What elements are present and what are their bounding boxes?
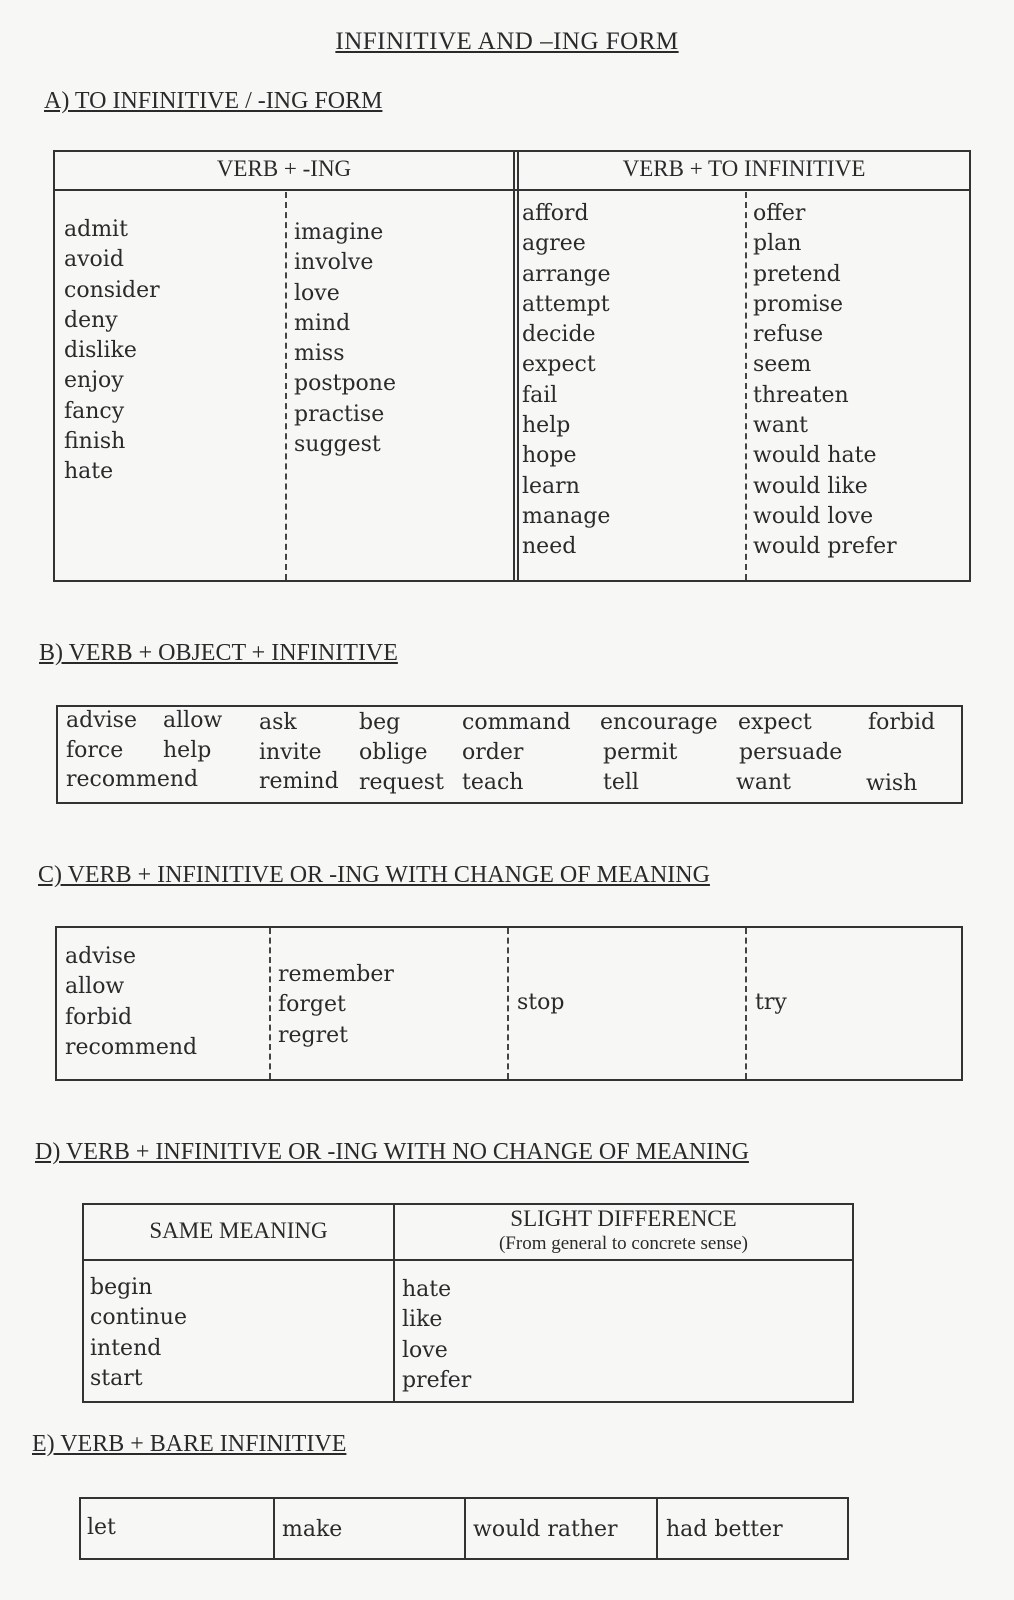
section-b-table — [56, 705, 963, 804]
list-item: attempt — [522, 291, 610, 317]
list-item: offer — [753, 201, 806, 226]
list-item: order — [462, 740, 524, 765]
list-item: miss — [294, 341, 345, 367]
list-item: afford — [522, 201, 589, 226]
list-item: would love — [753, 503, 874, 529]
section-d-table — [82, 1203, 854, 1403]
list-item: recommend — [66, 767, 199, 792]
list-item: allow — [163, 708, 223, 733]
list-item: agree — [522, 231, 586, 257]
list-item: want — [736, 770, 791, 795]
same-meaning-list — [90, 1273, 187, 1394]
list-item: remember — [278, 962, 394, 987]
list-item: ask — [259, 710, 297, 735]
list-item: encourage — [600, 710, 718, 735]
list-item: advise — [65, 944, 136, 969]
list-item: want — [753, 413, 808, 439]
list-item: arrange — [522, 261, 611, 287]
list-item: stop — [517, 990, 565, 1015]
change-meaning-list-2 — [278, 960, 394, 1051]
list-item: involve — [294, 250, 374, 276]
list-item: admit — [64, 217, 128, 242]
list-item: request — [359, 770, 444, 795]
list-item: let — [87, 1515, 116, 1540]
slight-difference-header: SLIGHT DIFFERENCE — [510, 1206, 737, 1231]
list-item: begin — [90, 1275, 153, 1300]
list-item: dislike — [64, 338, 137, 364]
list-item: promise — [753, 291, 844, 317]
page-title: INFINITIVE AND –ING FORM — [335, 28, 679, 55]
list-item: fancy — [64, 398, 125, 424]
list-item: learn — [522, 473, 580, 499]
list-item: advise — [66, 708, 137, 733]
list-item: persuade — [739, 740, 843, 765]
list-item: need — [522, 534, 577, 560]
list-item: forbid — [65, 1004, 133, 1030]
list-item: make — [282, 1517, 343, 1542]
list-item: hate — [402, 1277, 452, 1302]
section-c-table — [55, 926, 963, 1081]
section-e-heading: E) VERB + BARE INFINITIVE — [32, 1431, 347, 1457]
list-item: threaten — [753, 382, 849, 408]
list-item: continue — [90, 1305, 187, 1331]
list-item: enjoy — [64, 368, 124, 394]
list-item: hope — [522, 443, 577, 469]
list-item: practise — [294, 401, 385, 427]
list-item: love — [294, 280, 340, 306]
list-item: tell — [603, 770, 639, 795]
list-item: would rather — [473, 1517, 618, 1542]
list-item: forget — [278, 992, 346, 1018]
list-item: expect — [738, 710, 812, 735]
list-item: imagine — [294, 220, 384, 245]
list-item: remind — [259, 769, 339, 794]
list-item: prefer — [402, 1367, 472, 1393]
list-item: help — [522, 413, 571, 439]
list-item: would prefer — [753, 534, 897, 560]
section-e-table — [79, 1497, 849, 1560]
list-item: expect — [522, 352, 596, 378]
list-item: like — [402, 1307, 443, 1333]
list-item: manage — [522, 503, 611, 529]
list-item: force — [66, 738, 124, 763]
list-item: invite — [259, 740, 322, 765]
list-item: deny — [64, 307, 118, 333]
list-item: mind — [294, 310, 351, 336]
slight-difference-subheader: (From general to concrete sense) — [498, 1233, 748, 1254]
section-d-heading: D) VERB + INFINITIVE OR -ING WITH NO CHANGE OF MEANING — [35, 1139, 749, 1165]
list-item: forbid — [868, 710, 936, 735]
list-item: permit — [603, 740, 678, 765]
list-item: command — [462, 710, 571, 735]
list-item: allow — [65, 974, 125, 1000]
list-item: would hate — [753, 443, 877, 469]
list-item: would like — [753, 473, 868, 499]
inf-list-2 — [753, 199, 897, 563]
list-item: teach — [462, 770, 524, 795]
same-meaning-header: SAME MEANING — [149, 1218, 328, 1243]
list-item: love — [402, 1337, 448, 1363]
list-item: beg — [359, 710, 401, 735]
list-item: postpone — [294, 371, 396, 397]
list-item: oblige — [359, 740, 428, 765]
list-item: intend — [90, 1335, 162, 1361]
section-a-table — [53, 150, 971, 582]
list-item: wish — [866, 771, 918, 796]
list-item: regret — [278, 1022, 348, 1048]
list-item: plan — [753, 231, 802, 257]
inf-header: VERB + TO INFINITIVE — [622, 156, 866, 181]
list-item: suggest — [294, 432, 381, 458]
list-item: pretend — [753, 261, 841, 287]
ing-list-2 — [294, 218, 396, 460]
list-item: start — [90, 1365, 143, 1391]
section-c-heading: C) VERB + INFINITIVE OR -ING WITH CHANGE OF MEANING — [38, 862, 710, 888]
list-item: seem — [753, 352, 812, 378]
list-item: had better — [666, 1517, 783, 1542]
list-item: recommend — [65, 1034, 198, 1060]
list-item: try — [755, 990, 787, 1015]
section-a-heading: A) TO INFINITIVE / -ING FORM — [44, 88, 383, 114]
list-item: refuse — [753, 322, 824, 348]
list-item: finish — [64, 429, 126, 455]
change-meaning-list-1 — [65, 942, 197, 1063]
list-item: consider — [64, 277, 160, 303]
ing-list-1 — [64, 215, 160, 488]
inf-list-1 — [522, 199, 611, 563]
list-item: avoid — [64, 247, 124, 273]
section-b-heading: B) VERB + OBJECT + INFINITIVE — [39, 640, 398, 666]
ing-header: VERB + -ING — [216, 156, 352, 181]
list-item: help — [163, 738, 212, 763]
slight-difference-list — [402, 1275, 471, 1396]
list-item: fail — [522, 382, 558, 408]
list-item: hate — [64, 459, 114, 485]
list-item: decide — [522, 322, 596, 348]
